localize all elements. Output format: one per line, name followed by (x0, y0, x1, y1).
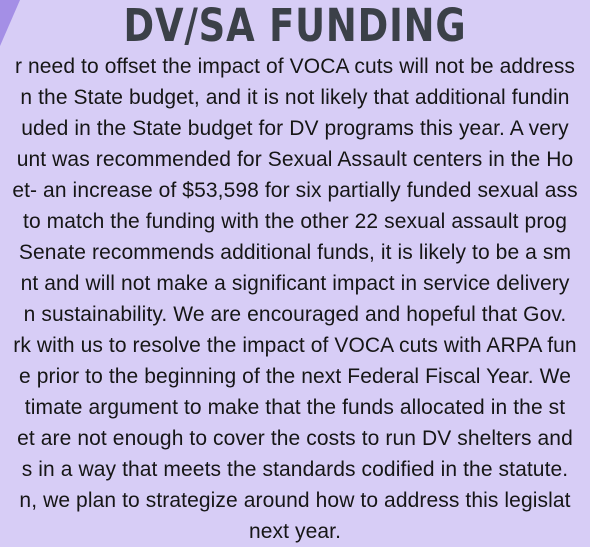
body-line: nt and will not make a significant impact in service delivery (20, 272, 570, 295)
body-line: rk with us to resolve the impact of VOCA cuts with ARPA fun (13, 334, 577, 357)
body-line: n sustainability. We are encouraged and hopeful that Gov. (23, 303, 567, 326)
body-line: n the State budget, and it is not likely that additional fundin (20, 86, 570, 109)
body-line: to match the funding with the other 22 sexual assault prog (23, 210, 567, 233)
body-line: et- an increase of $53,598 for six partially funded sexual ass (12, 179, 578, 202)
body-line: uded in the State budget for DV programs this year. A very (21, 117, 569, 140)
body-line: Senate recommends additional funds, it is likely to be a sm (18, 241, 572, 264)
corner-accent-shape (0, 0, 20, 48)
body-line: timate argument to make that the funds allocated in the st (24, 396, 566, 419)
body-line: r need to offset the impact of VOCA cuts will not be address (14, 55, 576, 78)
slide-title: DV/SA FUNDING (123, 0, 467, 52)
body-line: et are not enough to cover the costs to run DV shelters and (17, 427, 573, 450)
body-line: e prior to the beginning of the next Federal Fiscal Year. We (19, 365, 571, 388)
body-line: unt was recommended for Sexual Assault centers in the Ho (16, 148, 574, 171)
body-line: s in a way that meets the standards codified in the statute. (21, 458, 569, 481)
body-line: n, we plan to strategize around how to address this legislat (19, 489, 571, 512)
body-line: next year. (248, 520, 342, 543)
